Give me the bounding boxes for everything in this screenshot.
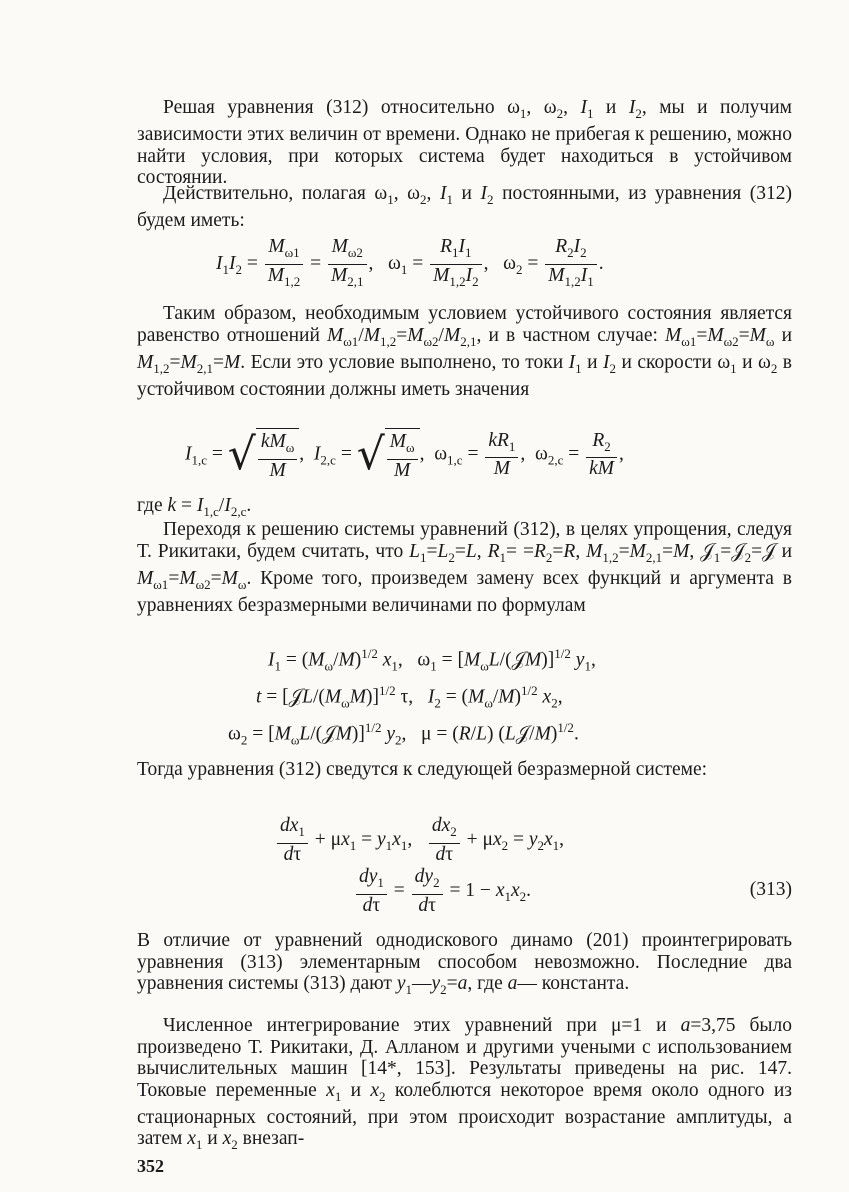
equation-steady-state-ratios: $I_1I_2$ = $\frac{M_{\omega 1}}{M_{1,2}}$ = $\frac{M_{\omega 2}}{M_{2,1}}$ , $\omega_1$ = $\frac{R_1I_1}{M_{1,2}I_2}$ , $\omega_2$ = $\frac{R_2I_2}{M_{1,2}I_1}$ . [216,236,604,289]
paragraph-5: Переходя к решению системы уравнений (312), в целях упрощения, следуя Т. Рикитаки, будем считать, что $L_1=L_2=L$, $R_1= =R_2=R$, $M_{1,2}=M_{2,1}=M$, 𝒥$_1$=𝒥$_2$=𝒥 и $M_{\omega 1}=M_{\omega 2}=M_\omega$. Кроме того, произведем замену всех функций и аргумента в уравнениях безразмерными величинами по формулам [137,519,793,617]
equation-steady-state-values: $I_{1,c}$ = √ $\frac{kM_\omega}{M}$ , $I_{2,c}$ = √ $\frac{M_\omega}{M}$ , $\omega_{1,c}$ = $\frac{kR_1}{M}$ , $\omega_{2,c}$ = $\frac{R_2}{kM}$ , [185,428,624,481]
paragraph-4: где $k = I_{1,c}/I_{2,c}$. [137,495,252,519]
paragraph-7: В отличие от уравнений однодискового динамо (201) проинтегрировать уравнения (313) элементарным способом невозможно. Последние два уравнения системы (313) дают $y_1—y_2=a$, где a— константа. [137,930,792,997]
page-number: 352 [137,1156,164,1176]
equation-313-line-1: $\frac{dx_1}{d\tau}$ + $\mu x_1 = y_1x_1$, $\frac{dx_2}{d\tau}$ + $\mu x_2 = y_2x_1$, [275,815,564,866]
paragraph-3: Таким образом, необходимым условием устойчивого состояния является равенство отношений $M_{\omega 1}/M_{1,2}=M_{\omega 2}/M_{2,1}$, и в частном случае: $M_{\omega 1}=M_{\omega 2}=M_\omega$ и $M_{1,2}=M_{2,1}=M$. Если это условие выполнено, то токи $I_1$ и $I_2$ и скорости $\omega_1$ и $\omega_2$ в устойчивом состоянии должны иметь значения [137,303,793,401]
equation-313-line-2: $\frac{dy_1}{d\tau}$ = $\frac{dy_2}{d\tau}$ = $1 - x_1x_2$. [354,866,531,917]
equation-substitution-1: $I_1 = (M_\omega/M)^{1/2}$ $x_1$, $\omega_1$ = $[M_\omega L/(𝒥M)]^{1/2}$ $y_1$, [268,646,596,674]
equation-number-313: (313) [749,879,792,900]
equation-substitution-2: $t = [𝒥L/(M_\omega M)]^{1/2}$ τ, $I_2 = (M_\omega/M)^{1/2}$ $x_2$, [256,683,563,711]
paragraph-2: Действительно, полагая $\omega_1$, $\omega_2$, $I_1$ и $I_2$ постоянными, из уравнения (312) будем иметь: [137,183,793,232]
paragraph-1: Решая уравнения (312) относительно $\omega_1$, $\omega_2$, $I_1$ и $I_2$, мы и получим зависимости этих величин от времени. Однако не прибегая к решению, можно найти условия, при которых система будет находиться в устойчивом состоянии. [137,97,793,189]
equation-substitution-3: $\omega_2$ = $[M_\omega L/(𝒥M)]^{1/2}$ $y_2$, μ = (R/L) (L𝒥/M)$^{1/2}$. [228,720,579,748]
paragraph-8: Численное интегрирование этих уравнений при μ=1 и a=3,75 было произведено Т. Рикитаки, Д. Алланом и другими учеными с использованием вычислительных машин [14*, 153]. Результаты приведены на рис. 147. Токовые переменные $x_1$ и $x_2$ колеблются некоторое время около одного из стационарных состояний, при этом происходит возрастание амплитуды, а затем $x_1$ и $x_2$ внезап- [137,1015,792,1153]
paragraph-6: Тогда уравнения (312) сведутся к следующей безразмерной системе: [137,759,708,780]
